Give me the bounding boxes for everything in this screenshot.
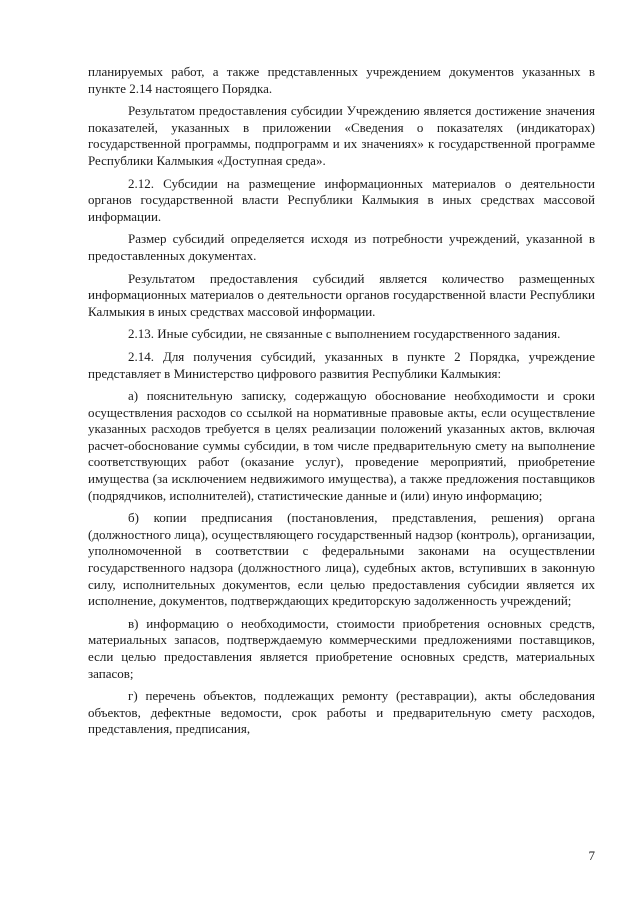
list-item-b: б) копии предписания (постановления, представления, решения) органа (должностного лица), осуществляющего государственный надзор (контроль), организации, уполномоченной в соответствии с федеральными законами на осуществлении государственного надзора (должностного лица), судебных актов, вступивших в законную силу, исполнительных документов, если целью предоставления субсидии является их исполнение, документов, подтверждающих кредиторскую задолженность учреждений;	[88, 510, 595, 609]
document-body	[88, 64, 595, 744]
page-number: 7	[588, 848, 595, 863]
paragraph-continuation: планируемых работ, а также представленных учреждением документов указанных в пункте 2.14 настоящего Порядка.	[88, 64, 595, 96]
paragraph-2-12: 2.12. Субсидии на размещение информационных материалов о деятельности органов государственной власти Республики Калмыкия в иных средствах массовой информации.	[88, 175, 595, 224]
paragraph-result-media: Результатом предоставления субсидий является количество размещенных информационных материалов о деятельности органов государственной власти Республики Калмыкия в иных средствах массовой информации.	[88, 270, 595, 319]
paragraph-subsidy-size: Размер субсидий определяется исходя из потребности учреждений, указанной в предоставленных документах.	[88, 231, 595, 263]
list-item-v: в) информацию о необходимости, стоимости приобретения основных средств, материальных запасов, подтверждаемую коммерческими предложениями поставщиков, если целью предоставления является приобретение основных средств, материальных запасов;	[88, 615, 595, 681]
paragraph-2-13: 2.13. Иные субсидии, не связанные с выполнением государственного задания.	[128, 326, 561, 342]
list-item-g: г) перечень объектов, подлежащих ремонту (реставрации), акты обследования объектов, дефектные ведомости, срок работы и предварительную смету расходов, представления, предписания,	[88, 688, 595, 737]
paragraph-2-14: 2.14. Для получения субсидий, указанных в пункте 2 Порядка, учреждение представляет в Министерство цифрового развития Республики Калмыкия:	[88, 348, 595, 381]
paragraph-result-accessible-environment: Результатом предоставления субсидии Учреждению является достижение значения показателей, указанных в приложении «Сведения о показателях (индикаторах) государственной программы, подпрограмм и их значениях» к государственной программе Республики Калмыкия «Доступная среда».	[88, 103, 595, 168]
list-item-a: а) пояснительную записку, содержащую обоснование необходимости и сроки осуществления расходов со ссылкой на нормативные правовые акты, если осуществление указанных расходов требуется в целях реализации положений указанных актов, включая расчет-обоснование суммы субсидии, в том числе предварительную смету на выполнение соответствующих работ (оказание услуг), проведение мероприятий, приобретение имущества (за исключением недвижимого имущества), а также предложения поставщиков (подрядчиков, исполнителей), статистические данные и (или) иную информацию;	[88, 388, 595, 503]
